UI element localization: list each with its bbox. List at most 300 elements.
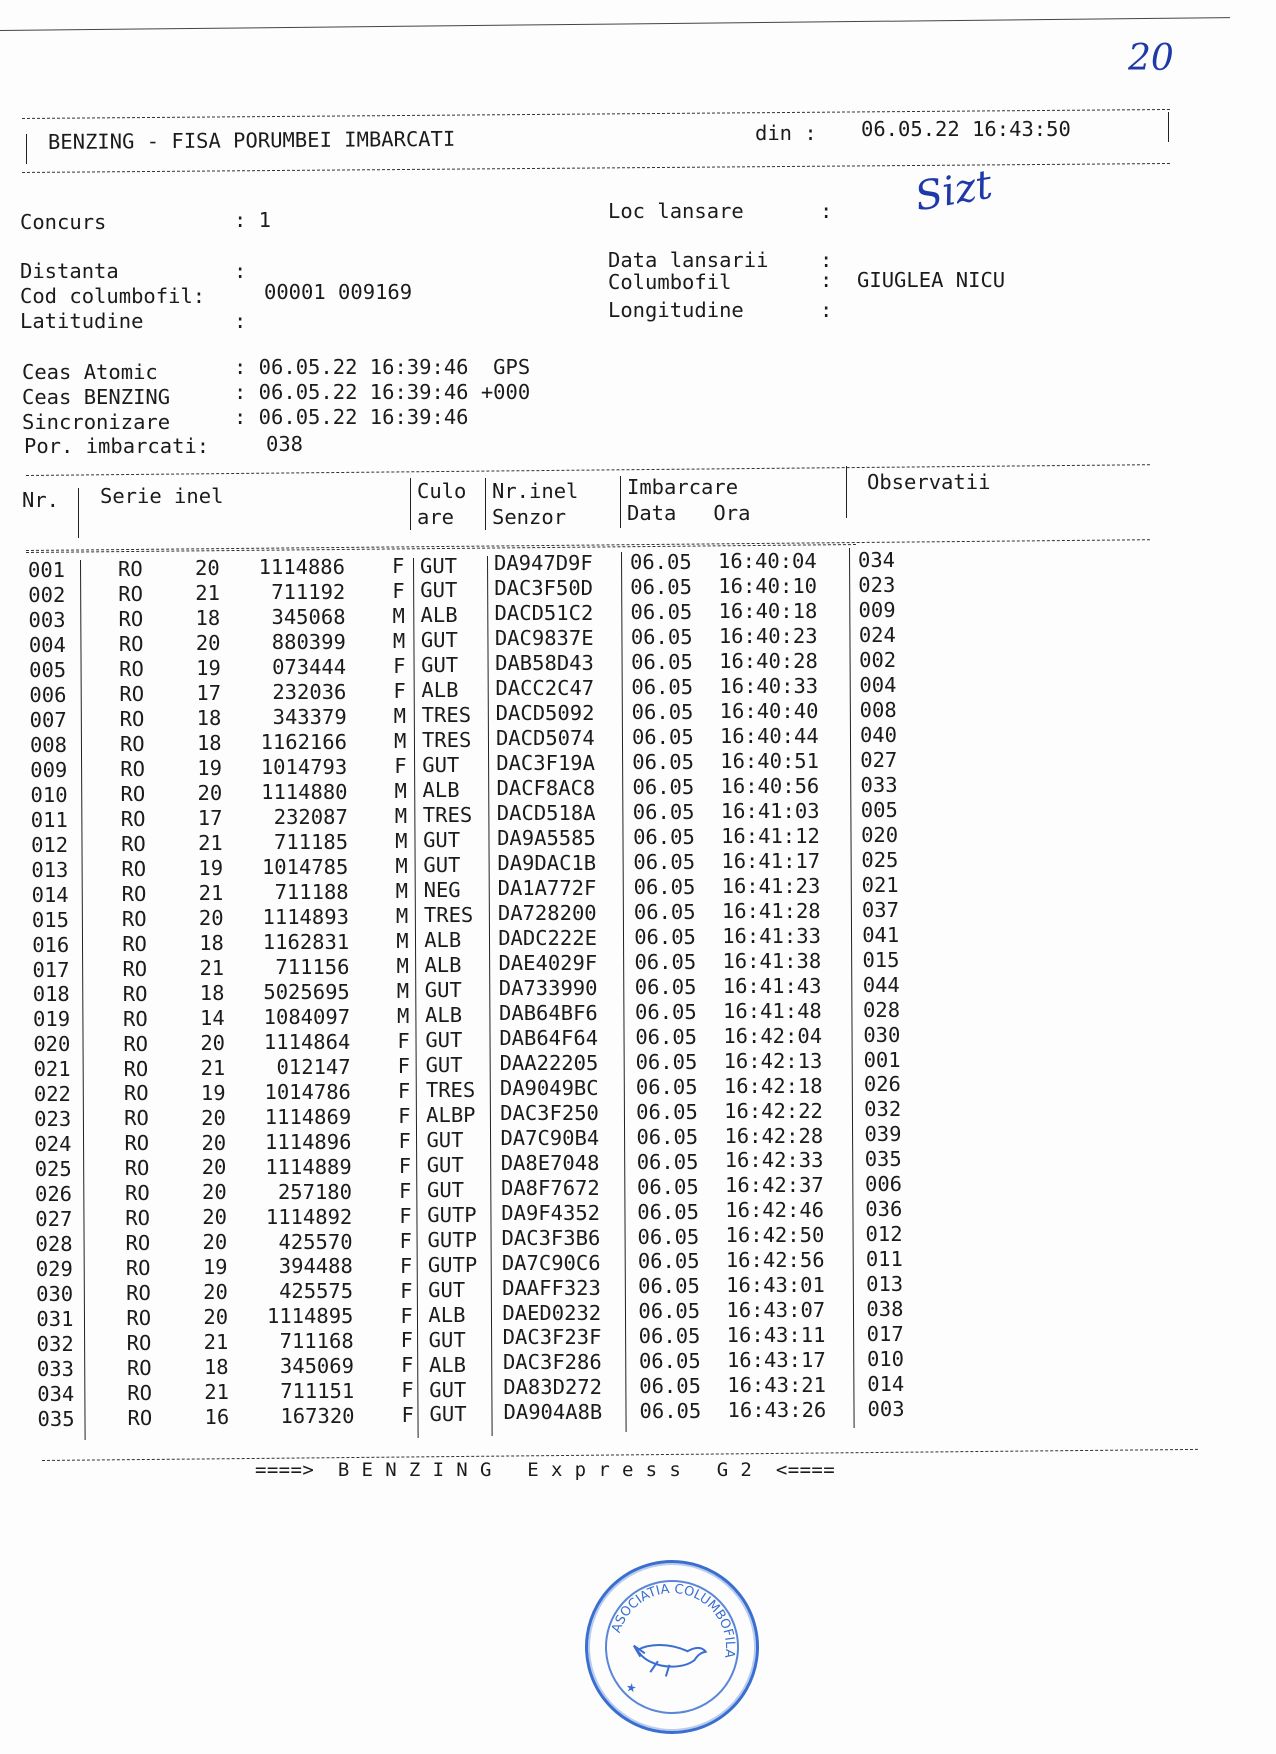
row-sensor-id: DA733990	[498, 975, 598, 1000]
row-sensor-id: DA7C90C6	[501, 1250, 601, 1275]
row-sex: F	[401, 1403, 414, 1428]
row-time: 16:42:04	[723, 1023, 823, 1048]
row-date: 06.05	[632, 800, 695, 824]
row-ring-number: 1014786	[264, 1079, 351, 1104]
header-bottom-border	[22, 163, 1170, 173]
row-time: 16:40:40	[719, 699, 819, 724]
row-year: 18	[196, 730, 222, 755]
row-color: GUT	[425, 1027, 463, 1052]
row-sensor-id: DAC9837E	[494, 626, 594, 651]
footer-benzing-express: ====> B E N Z I N G E x p r e s s G 2 <====	[255, 1459, 836, 1481]
row-year: 19	[198, 855, 224, 880]
row-sensor-id: DAC3F50D	[494, 576, 594, 601]
row-country: RO	[126, 1356, 152, 1381]
row-time: 16:40:10	[718, 574, 818, 599]
row-sex: F	[392, 579, 405, 604]
row-sex: M	[392, 629, 406, 654]
row-ring-number: 1162831	[262, 929, 350, 954]
row-sensor-id: DAC3F3B6	[501, 1225, 601, 1250]
row-year: 19	[196, 656, 221, 681]
din-timestamp: 06.05.22 16:43:50	[861, 117, 1071, 141]
row-ring-number: 1014793	[260, 755, 348, 780]
row-date: 06.05	[637, 1249, 700, 1274]
row-nr: 033	[36, 1357, 74, 1382]
row-time: 16:42:46	[725, 1198, 825, 1223]
row-year: 20	[202, 1180, 227, 1205]
row-country: RO	[123, 1006, 148, 1031]
row-sex: M	[395, 854, 408, 879]
stamp-graphic	[577, 1552, 767, 1742]
row-date: 06.05	[634, 924, 696, 949]
porumbei-imbarcati-label: Por. imbarcati:	[24, 434, 210, 458]
row-country: RO	[126, 1281, 151, 1306]
row-date: 06.05	[631, 700, 694, 725]
row-date: 06.05	[635, 999, 697, 1024]
row-country: RO	[121, 906, 147, 931]
row-color: ALB	[424, 928, 462, 953]
latitudine-value: :	[234, 309, 247, 333]
row-color: GUT	[425, 1052, 463, 1077]
column-header-nr-inel-1: Nr.inel	[492, 479, 579, 503]
row-time: 16:42:37	[725, 1173, 824, 1198]
row-observation: 041	[862, 922, 900, 947]
row-nr: 002	[28, 582, 66, 607]
columbofil-label: Columbofil	[608, 270, 732, 294]
ceas-benzing-label: Ceas BENZING	[22, 385, 171, 409]
row-ring-number: 345068	[271, 605, 346, 630]
row-country: RO	[123, 1031, 148, 1056]
row-sex: F	[401, 1378, 414, 1403]
row-date: 06.05	[635, 1074, 698, 1099]
row-sex: M	[396, 953, 409, 978]
row-year: 18	[196, 706, 222, 731]
row-date: 06.05	[631, 725, 694, 750]
row-nr: 032	[36, 1332, 74, 1357]
row-color: GUTP	[427, 1252, 478, 1277]
row-country: RO	[120, 806, 146, 831]
row-observation: 035	[864, 1147, 902, 1172]
row-color: ALBP	[426, 1102, 476, 1127]
row-time: 16:40:56	[720, 773, 820, 798]
row-ring-number: 073444	[272, 655, 347, 680]
row-time: 16:42:13	[723, 1048, 823, 1073]
row-observation: 044	[862, 972, 900, 997]
loc-lansare-label: Loc lansare	[608, 199, 744, 223]
row-sex: F	[399, 1203, 412, 1228]
row-nr: 007	[29, 707, 67, 732]
row-nr: 028	[35, 1232, 73, 1257]
row-sex: F	[398, 1103, 411, 1128]
row-country: RO	[122, 956, 148, 981]
row-observation: 013	[866, 1272, 904, 1297]
row-date: 06.05	[637, 1224, 700, 1249]
row-color: ALB	[421, 678, 459, 703]
row-nr: 017	[32, 957, 70, 982]
row-ring-number: 425575	[279, 1279, 354, 1304]
row-time: 16:42:18	[723, 1073, 823, 1098]
row-nr: 027	[35, 1207, 73, 1232]
row-color: GUT	[420, 628, 458, 653]
row-nr: 014	[31, 882, 69, 907]
row-observation: 014	[867, 1372, 905, 1397]
data-lansarii-label: Data lansarii	[608, 248, 769, 272]
row-country: RO	[126, 1306, 152, 1331]
row-color: GUT	[427, 1177, 465, 1202]
row-sex: M	[392, 604, 405, 629]
row-color: ALB	[428, 1302, 466, 1327]
row-date: 06.05	[634, 974, 697, 999]
row-observation: 021	[861, 872, 899, 897]
document-title: BENZING - FISA PORUMBEI IMBARCATI	[47, 126, 456, 154]
row-sensor-id: DACD5092	[495, 701, 595, 726]
longitudine-value: :	[820, 298, 833, 322]
row-country: RO	[127, 1406, 153, 1431]
row-date: 06.05	[633, 899, 696, 924]
row-date: 06.05	[638, 1274, 700, 1299]
latitudine-label: Latitudine	[20, 309, 144, 333]
concurs-label: Concurs	[20, 210, 107, 234]
row-sensor-id: DA728200	[497, 900, 597, 925]
row-year: 20	[202, 1230, 228, 1255]
row-year: 18	[199, 930, 224, 955]
row-nr: 025	[34, 1157, 72, 1182]
row-country: RO	[120, 781, 146, 806]
row-color: GUT	[421, 653, 459, 678]
row-time: 16:41:28	[721, 898, 821, 923]
row-sensor-id: DACD518A	[496, 801, 596, 826]
row-ring-number: 1114886	[258, 555, 345, 580]
row-time: 16:40:28	[719, 649, 818, 674]
row-sex: F	[398, 1128, 411, 1153]
row-nr: 030	[36, 1282, 74, 1307]
row-nr: 012	[31, 832, 69, 857]
row-observation: 027	[860, 747, 898, 772]
row-year: 20	[197, 780, 223, 805]
row-color: GUT	[429, 1377, 467, 1402]
row-year: 20	[195, 556, 220, 581]
row-color: TRES	[422, 803, 473, 828]
row-sensor-id: DAB64BF6	[499, 1000, 598, 1025]
row-date: 06.05	[635, 1049, 698, 1074]
row-sex: M	[393, 729, 407, 754]
row-year: 20	[195, 631, 221, 656]
row-nr: 010	[30, 782, 68, 807]
header-right-border	[1168, 112, 1169, 142]
row-nr: 015	[31, 907, 69, 932]
row-date: 06.05	[630, 600, 693, 625]
distanta-label: Distanta	[20, 259, 119, 283]
row-time: 16:41:43	[722, 973, 822, 998]
column-header-culoare-1: Culo	[417, 479, 467, 503]
row-color: GUT	[420, 553, 458, 578]
row-ring-number: 5025695	[263, 979, 350, 1004]
row-date: 06.05	[630, 550, 692, 575]
row-year: 18	[199, 980, 225, 1005]
row-sex: F	[397, 1078, 411, 1103]
row-date: 06.05	[631, 650, 693, 675]
row-sensor-id: DAA22205	[499, 1050, 599, 1075]
row-time: 16:40:51	[720, 748, 819, 773]
row-sex: M	[397, 1003, 410, 1028]
row-year: 21	[200, 1055, 226, 1080]
row-date: 06.05	[637, 1199, 699, 1224]
row-sex: F	[398, 1153, 412, 1178]
row-sensor-id: DA7C90B4	[500, 1125, 600, 1150]
row-sex: F	[399, 1253, 413, 1278]
row-year: 21	[204, 1380, 229, 1405]
row-country: RO	[118, 607, 144, 632]
row-year: 20	[201, 1130, 227, 1155]
row-time: 16:43:17	[726, 1348, 826, 1373]
row-ring-number: 1114895	[267, 1304, 354, 1329]
row-ring-number: 1114864	[263, 1029, 351, 1054]
row-ring-number: 012147	[276, 1054, 351, 1079]
row-date: 06.05	[630, 575, 692, 600]
row-country: RO	[121, 881, 147, 906]
row-ring-number: 1114869	[264, 1104, 352, 1129]
row-color: GUT	[423, 828, 461, 853]
stamp-label: ASOCIATIA COLUMBOFILA	[609, 1581, 738, 1659]
row-country: RO	[125, 1181, 150, 1206]
row-year: 20	[203, 1280, 228, 1305]
row-date: 06.05	[639, 1374, 701, 1399]
row-nr: 035	[37, 1406, 75, 1431]
row-sensor-id: DAC3F23F	[502, 1325, 602, 1350]
row-color: ALB	[422, 778, 460, 803]
row-sex: F	[393, 654, 406, 679]
row-color: GUT	[428, 1277, 466, 1302]
row-ring-number: 711168	[279, 1329, 354, 1354]
row-date: 06.05	[633, 849, 696, 874]
row-date: 06.05	[634, 949, 697, 974]
row-country: RO	[127, 1381, 152, 1406]
table-header-bottom-border	[26, 539, 1150, 551]
longitudine-label: Longitudine	[608, 298, 744, 322]
row-sex: F	[399, 1228, 412, 1253]
row-date: 06.05	[638, 1324, 701, 1349]
row-year: 20	[202, 1205, 227, 1230]
row-color: GUT	[422, 753, 460, 778]
row-sensor-id: DAAFF323	[502, 1275, 601, 1300]
row-sensor-id: DAB64F64	[499, 1025, 599, 1050]
row-nr: 018	[32, 982, 70, 1007]
row-time: 16:40:44	[719, 723, 819, 748]
row-nr: 006	[29, 682, 67, 707]
porumbei-imbarcati-value: 038	[266, 432, 304, 456]
row-time: 16:40:23	[718, 624, 818, 649]
column-header-nr: Nr.	[22, 488, 60, 512]
row-sensor-id: DA9DAC1B	[497, 851, 597, 876]
row-ring-number: 1114889	[265, 1154, 352, 1179]
row-nr: 031	[36, 1307, 74, 1332]
row-observation: 028	[863, 997, 901, 1022]
row-nr: 016	[32, 932, 70, 957]
row-date: 06.05	[638, 1349, 701, 1374]
row-ring-number: 425570	[278, 1229, 353, 1254]
scan-edge-line	[0, 17, 1230, 31]
row-color: GUT	[429, 1402, 467, 1427]
row-time: 16:43:07	[726, 1298, 826, 1323]
row-country: RO	[119, 681, 145, 706]
row-color: GUT	[426, 1152, 464, 1177]
row-observation: 025	[861, 847, 899, 872]
row-sex: F	[399, 1178, 412, 1203]
row-observation: 039	[864, 1122, 902, 1147]
row-sensor-id: DA1A772F	[497, 876, 597, 901]
row-color: GUT	[423, 853, 461, 878]
row-year: 19	[202, 1255, 228, 1280]
column-header-serie-inel: Serie inel	[100, 484, 224, 508]
row-sex: F	[397, 1053, 410, 1078]
row-date: 06.05	[632, 750, 694, 775]
row-color: ALB	[420, 603, 458, 628]
row-country: RO	[118, 632, 144, 657]
row-observation: 036	[865, 1197, 903, 1222]
row-ring-number: 257180	[277, 1179, 352, 1204]
columbofil-value: : GIUGLEA NICU	[820, 268, 1006, 292]
row-date: 06.05	[638, 1299, 701, 1324]
header-sep-serie	[410, 478, 411, 530]
row-color: ALB	[425, 1002, 463, 1027]
row-observation: 024	[858, 623, 896, 648]
handwritten-page-number: 20	[1128, 38, 1174, 79]
row-time: 16:43:21	[727, 1373, 826, 1398]
row-year: 17	[196, 681, 222, 706]
row-observation: 004	[859, 672, 897, 697]
row-time: 16:41:38	[722, 948, 822, 973]
row-year: 18	[195, 606, 221, 631]
row-sex: F	[393, 679, 406, 704]
row-time: 16:41:12	[721, 823, 820, 848]
row-date: 06.05	[636, 1149, 699, 1174]
row-time: 16:41:23	[721, 873, 821, 898]
row-year: 20	[201, 1105, 226, 1130]
row-sex: F	[394, 754, 407, 779]
row-sex: M	[395, 829, 408, 854]
row-color: TRES	[421, 703, 472, 728]
row-year: 21	[198, 880, 224, 905]
row-nr: 009	[30, 757, 68, 782]
column-header-observatii: Observatii	[867, 470, 991, 494]
row-date: 06.05	[639, 1399, 702, 1424]
row-sensor-id: DAC3F286	[502, 1350, 602, 1375]
row-country: RO	[121, 856, 147, 881]
row-time: 16:42:56	[725, 1248, 825, 1273]
row-observation: 032	[864, 1097, 902, 1122]
row-color: GUTP	[427, 1202, 477, 1227]
row-time: 16:43:01	[726, 1273, 825, 1298]
row-sex: F	[392, 554, 405, 579]
row-country: RO	[122, 981, 148, 1006]
row-color: GUT	[428, 1327, 466, 1352]
row-sensor-id: DA9F4352	[501, 1200, 601, 1225]
row-nr: 005	[29, 657, 67, 682]
row-nr: 001	[28, 558, 66, 582]
row-time: 16:40:18	[718, 599, 818, 624]
row-country: RO	[122, 931, 147, 956]
row-nr: 008	[29, 732, 67, 757]
row-observation: 037	[861, 897, 899, 922]
row-observation: 010	[866, 1347, 904, 1372]
row-year: 19	[197, 755, 222, 780]
column-header-imbarcare: Imbarcare	[627, 475, 739, 499]
row-country: RO	[118, 557, 143, 582]
row-sex: M	[396, 928, 409, 953]
row-year: 20	[203, 1305, 229, 1330]
din-label: din :	[755, 121, 817, 145]
row-ring-number: 1114896	[265, 1129, 352, 1154]
row-sensor-id: DAC3F250	[500, 1100, 599, 1125]
row-ring-number: 232036	[272, 680, 347, 705]
row-time: 16:40:04	[718, 549, 817, 574]
row-sensor-id: DA83D272	[503, 1375, 602, 1400]
row-year: 21	[199, 955, 225, 980]
column-header-culoare-2: are	[417, 505, 455, 529]
row-ring-number: 345069	[279, 1354, 354, 1379]
handwritten-note: Sizt	[911, 161, 996, 221]
row-year: 17	[197, 805, 223, 830]
row-ring-number: 711151	[280, 1379, 355, 1404]
row-year: 18	[203, 1355, 229, 1380]
row-country: RO	[119, 706, 145, 731]
row-observation: 005	[860, 797, 898, 822]
row-sex: F	[400, 1303, 413, 1328]
header-left-border	[26, 134, 27, 164]
row-nr: 019	[33, 1007, 71, 1032]
row-color: TRES	[425, 1077, 476, 1102]
row-ring-number: 1084097	[263, 1004, 351, 1029]
table-row	[0, 1347, 1276, 1382]
row-time: 16:41:17	[721, 848, 821, 873]
row-sensor-id: DADC222E	[498, 925, 597, 950]
row-observation: 003	[867, 1397, 905, 1422]
row-observation: 040	[859, 722, 897, 747]
row-time: 16:43:11	[726, 1323, 826, 1348]
row-country: RO	[120, 756, 145, 781]
row-sensor-id: DA947D9F	[494, 551, 593, 576]
row-color: TRES	[423, 903, 474, 928]
data-lansarii-value: :	[820, 248, 833, 272]
row-time: 16:42:22	[724, 1098, 823, 1123]
row-nr: 034	[37, 1382, 75, 1406]
row-country: RO	[119, 731, 145, 756]
row-nr: 003	[28, 607, 66, 632]
loc-lansare-value: :	[820, 199, 833, 223]
row-ring-number: 711156	[275, 954, 350, 979]
row-country: RO	[124, 1131, 150, 1156]
row-nr: 029	[35, 1257, 73, 1282]
column-header-data-ora: Data Ora	[627, 501, 751, 525]
row-ring-number: 1162166	[260, 730, 347, 755]
row-country: RO	[124, 1106, 149, 1131]
header-sep-imbarcare	[846, 466, 847, 518]
row-sex: M	[395, 879, 408, 904]
row-sensor-id: DA8E7048	[500, 1150, 600, 1175]
row-time: 16:41:33	[722, 923, 821, 948]
row-observation: 006	[865, 1172, 903, 1197]
row-nr: 021	[33, 1057, 71, 1082]
row-year: 21	[203, 1330, 229, 1355]
distanta-value: :	[234, 259, 247, 283]
row-time: 16:42:28	[724, 1123, 824, 1148]
row-sex: M	[394, 804, 408, 829]
row-color: GUT	[424, 977, 462, 1002]
row-ring-number: 167320	[280, 1404, 355, 1429]
table-row	[0, 1372, 1276, 1407]
row-observation: 033	[860, 772, 898, 797]
row-country: RO	[125, 1256, 151, 1281]
row-date: 06.05	[631, 675, 694, 700]
